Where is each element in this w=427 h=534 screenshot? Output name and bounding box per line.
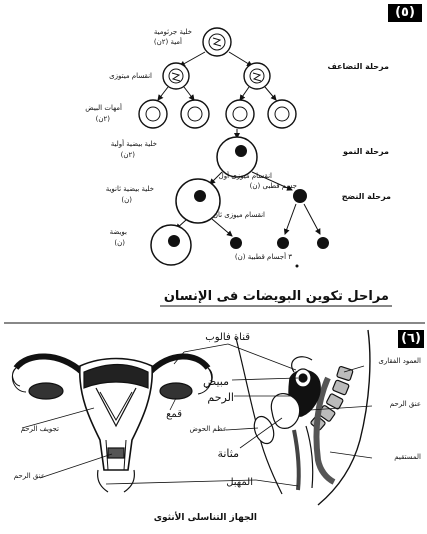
label-ovum: بويضة	[109, 228, 127, 236]
label-bladder: مثانة	[217, 447, 239, 460]
label-funnel: قمع	[166, 409, 182, 420]
label-vagina: المهبل	[226, 477, 253, 488]
label-cervix-side: عنق الرحم	[389, 400, 421, 408]
label-polar-bodies-3: ٣ أجسام قطبية (ن)	[234, 253, 292, 261]
label-fallopian-tube: قناة فالوب	[205, 332, 250, 343]
stage-growth: مرحلة النمو	[343, 147, 389, 156]
label-meiosis-1: انقسام ميوزى أول	[218, 172, 272, 180]
label-rectum: المستقيم	[394, 453, 421, 461]
side-view	[236, 330, 370, 505]
label-germ-cell: خلية جرثومية	[153, 28, 192, 36]
stage-multiplication: مرحلة التضاعف	[327, 62, 389, 71]
label-cervix-front: عنق الرحم	[13, 472, 45, 480]
stage-maturation: مرحلة النضج	[341, 192, 391, 201]
label-polar-body: جسم قطبى (ن)	[249, 182, 297, 190]
label-oogonia-ploidy: (٢ن)	[95, 115, 110, 123]
figure-5-badge: (٥)	[388, 4, 422, 22]
figure-5-title: مراحل تكوين البويضات فى الإنسان	[163, 289, 389, 304]
figure-6-badge: (٦)	[398, 330, 424, 348]
label-ovary: مبيض	[202, 375, 229, 388]
label-uterus: الرحم	[207, 391, 234, 404]
label-meiosis-2: انقسام ميوزى ثان	[212, 211, 265, 219]
label-uterine-cavity: تجويف الرحم	[20, 425, 59, 433]
label-germ-cell-ploidy: أمية (٢ن)	[153, 38, 182, 46]
label-spine: العمود الفقارى	[378, 357, 421, 365]
label-mitosis: انقسام ميتوزى	[109, 72, 152, 80]
label-ovum-ploidy: (ن)	[114, 239, 125, 247]
label-secondary-oocyte-ploidy: (ن)	[121, 196, 132, 204]
label-oogonia: أمهات البيض	[85, 104, 122, 112]
label-secondary-oocyte: خلية بيضية ثانوية	[105, 185, 154, 193]
figure-6-caption: الجهاز التناسلى الأنثوى	[153, 513, 257, 523]
label-pubic-bone: عظم الحوض	[189, 425, 227, 433]
label-primary-oocyte: خلية بيضية أولية	[110, 140, 157, 148]
label-primary-oocyte-ploidy: (٢ن)	[120, 151, 135, 159]
